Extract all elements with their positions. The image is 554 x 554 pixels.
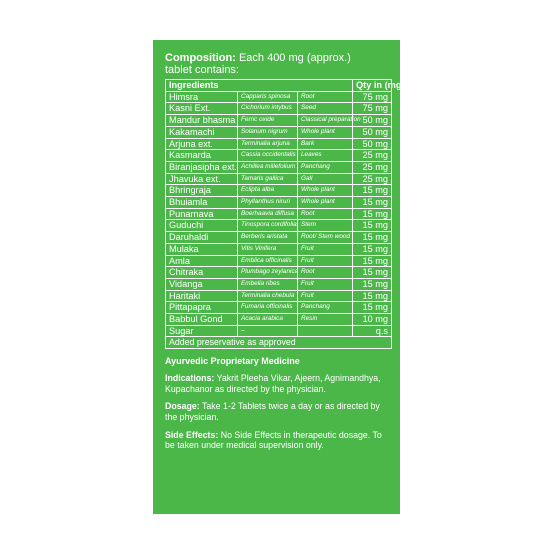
- indications-text: Yakrit Pleeha Vikar, Ajeern, Agnimandhya, Kupachanor as directed by the physician.: [165, 373, 381, 394]
- ingredient-name: Haritaki: [166, 290, 238, 302]
- table-header-row: [166, 80, 392, 92]
- composition-label: Composition:: [165, 52, 236, 64]
- plant-part: Classical preparation: [298, 115, 353, 127]
- table-row: [166, 267, 392, 279]
- ingredient-name: Mandur bhasma: [166, 115, 238, 127]
- plant-part: Root: [298, 91, 353, 103]
- botanical-name: Emblica officinalis: [238, 255, 298, 267]
- botanical-name: Solanum nigrum: [238, 126, 298, 138]
- table-row: [166, 208, 392, 220]
- ingredient-name: Kasni Ext.: [166, 103, 238, 115]
- qty-header: Qty in (mg.): [353, 80, 392, 92]
- ingredient-name: Babbul Gond: [166, 314, 238, 326]
- ingredient-name: Bhringraja: [166, 185, 238, 197]
- plant-part: [298, 325, 353, 337]
- ingredient-name: Mulaka: [166, 243, 238, 255]
- plant-part: Whole plant: [298, 126, 353, 138]
- quantity: q.s: [353, 325, 392, 337]
- botanical-name: Fumaria officinalis: [238, 302, 298, 314]
- botanical-name: Eclipta alba: [238, 185, 298, 197]
- botanical-name: Vitis Vinifera: [238, 243, 298, 255]
- composition-heading: [165, 52, 392, 76]
- indications-block: [165, 373, 392, 394]
- botanical-name: Tinospora cordifolia: [238, 220, 298, 232]
- quantity: 15 mg: [353, 290, 392, 302]
- table-row: [166, 91, 392, 103]
- ingredient-name: Vidanga: [166, 278, 238, 290]
- composition-text: Each 400 mg (approx.): [235, 52, 351, 64]
- table-row: [166, 232, 392, 244]
- side-effects-label: Side Effects:: [165, 429, 219, 440]
- quantity: 25 mg: [353, 173, 392, 185]
- plant-part: Root: [298, 208, 353, 220]
- table-row: [166, 220, 392, 232]
- quantity: 15 mg: [353, 255, 392, 267]
- ingredients-header: Ingredients: [166, 80, 353, 92]
- preservative-note: Added preservative as approved: [166, 337, 392, 349]
- ingredient-name: Punarnava: [166, 208, 238, 220]
- quantity: 15 mg: [353, 185, 392, 197]
- botanical-name: Tamaris gallica: [238, 173, 298, 185]
- quantity: 10 mg: [353, 314, 392, 326]
- dosage-label: Dosage:: [165, 401, 200, 412]
- table-row: [166, 302, 392, 314]
- quantity: 15 mg: [353, 232, 392, 244]
- botanical-name: Embelia ribes: [238, 278, 298, 290]
- composition-text-2: tablet contains:: [165, 64, 239, 76]
- table-row: [166, 138, 392, 150]
- ingredient-name: Sugar: [166, 325, 238, 337]
- plant-part: Gall: [298, 173, 353, 185]
- plant-part: Leaves: [298, 150, 353, 162]
- botanical-name: Berberis aristata: [238, 232, 298, 244]
- table-row: [166, 161, 392, 173]
- ingredient-name: Daruhaldi: [166, 232, 238, 244]
- table-row: [166, 185, 392, 197]
- table-row: [166, 197, 392, 209]
- label-panel: [153, 40, 408, 514]
- botanical-name: Cichorium intybus: [238, 103, 298, 115]
- composition-table: [165, 79, 408, 349]
- side-effects-text: No Side Effects in therapeutic dosage. To be taken under medical supervision only.: [165, 429, 382, 451]
- dosage-text: Take 1-2 Tablets twice a day or as directed by the physician.: [165, 401, 380, 422]
- table-row: [166, 255, 392, 267]
- plant-part: Whole plant: [298, 197, 353, 209]
- quantity: 15 mg: [353, 197, 392, 209]
- indications-label: Indications:: [165, 373, 215, 384]
- ingredient-name: Pittapapra: [166, 302, 238, 314]
- plant-part: Panchang: [298, 302, 353, 314]
- ingredient-name: Biranjasipha ext.: [166, 161, 238, 173]
- quantity: 15 mg: [353, 243, 392, 255]
- plant-part: Fruit: [298, 243, 353, 255]
- botanical-name: Acacia arabica: [238, 314, 298, 326]
- botanical-name: Ferric oxide: [238, 115, 298, 127]
- ingredient-name: Himsra: [166, 91, 238, 103]
- quantity: 50 mg: [353, 138, 392, 150]
- ingredient-name: Bhuiamla: [166, 197, 238, 209]
- ingredient-name: Jhavuka ext.: [166, 173, 238, 185]
- quantity: 75 mg: [353, 103, 392, 115]
- ingredient-name: Amla: [166, 255, 238, 267]
- dosage-block: [165, 401, 392, 422]
- plant-part: Resin: [298, 314, 353, 326]
- plant-part: Root: [298, 267, 353, 279]
- quantity: 25 mg: [353, 161, 392, 173]
- quantity: 15 mg: [353, 302, 392, 314]
- quantity: 15 mg: [353, 267, 392, 279]
- quantity: 15 mg: [353, 220, 392, 232]
- table-row: [166, 325, 392, 337]
- table-row: [166, 115, 392, 127]
- table-row: [166, 314, 392, 326]
- botanical-name: Achillea millefolium: [238, 161, 298, 173]
- table-row: [166, 173, 392, 185]
- plant-part: Root/ Stem wood: [298, 232, 353, 244]
- plant-part: Fruit: [298, 290, 353, 302]
- botanical-name: Cassia occidentalis: [238, 150, 298, 162]
- table-body: [166, 91, 392, 337]
- quantity: 25 mg: [353, 150, 392, 162]
- plant-part: Stem: [298, 220, 353, 232]
- botanical-name: Phyllanthus niruri: [238, 197, 298, 209]
- plant-part: Panchang: [298, 161, 353, 173]
- plant-part: Seed: [298, 103, 353, 115]
- botanical-name: Boerhaavia diffusa: [238, 208, 298, 220]
- classification-text: Ayurvedic Proprietary Medicine: [165, 356, 300, 367]
- ingredient-name: Kakamachi: [166, 126, 238, 138]
- table-row: [166, 150, 392, 162]
- quantity: 75 mg: [353, 91, 392, 103]
- side-effects-block: [165, 430, 392, 451]
- ingredient-name: Chitraka: [166, 267, 238, 279]
- quantity: 15 mg: [353, 208, 392, 220]
- botanical-name: –: [238, 325, 298, 337]
- ingredient-name: Kasmarda: [166, 150, 238, 162]
- plant-part: Fruit: [298, 255, 353, 267]
- botanical-name: Terminalia chebula: [238, 290, 298, 302]
- table-row: [166, 278, 392, 290]
- table-row: [166, 126, 392, 138]
- quantity: 15 mg: [353, 278, 392, 290]
- ingredient-name: Arjuna ext.: [166, 138, 238, 150]
- table-footer-row: [166, 337, 392, 349]
- plant-part: Whole plant: [298, 185, 353, 197]
- table-row: [166, 290, 392, 302]
- ingredient-name: Guduchi: [166, 220, 238, 232]
- table-row: [166, 243, 392, 255]
- botanical-name: Plumbago zeylanica: [238, 267, 298, 279]
- plant-part: Fruit: [298, 278, 353, 290]
- plant-part: Bark: [298, 138, 353, 150]
- botanical-name: Terminalia arjuna: [238, 138, 298, 150]
- quantity: 50 mg: [353, 126, 392, 138]
- botanical-name: Capparis spinosa: [238, 91, 298, 103]
- quantity: 50 mg: [353, 115, 392, 127]
- table-row: [166, 103, 392, 115]
